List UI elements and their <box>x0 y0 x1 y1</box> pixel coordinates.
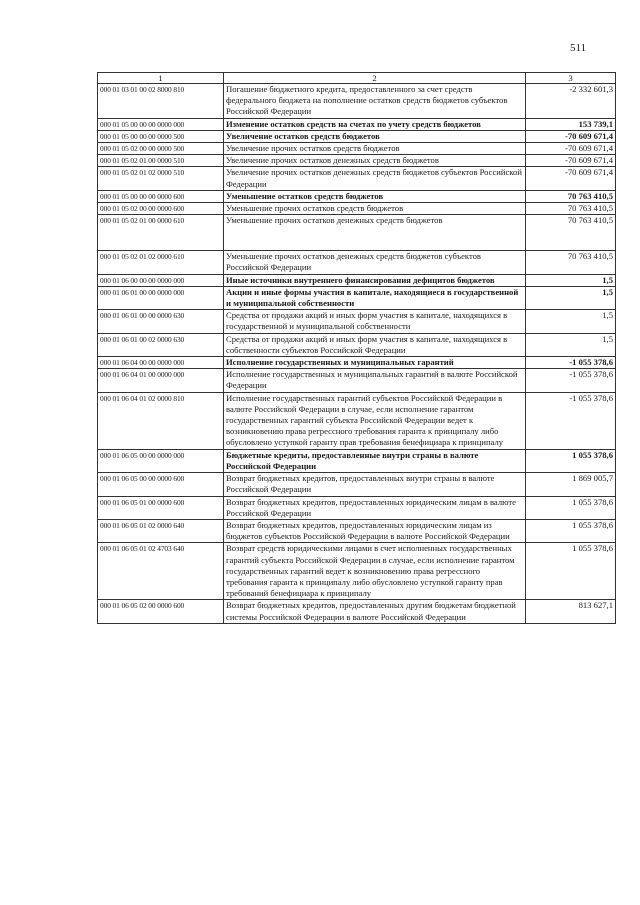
row-name-cell: Уменьшение прочих остатков денежных средств бюджетов <box>224 215 526 251</box>
row-amount-cell: -1 055 378,6 <box>526 369 616 392</box>
row-name-cell: Бюджетные кредиты, предоставленные внутри страны в валюте Российской Федерации <box>224 449 526 472</box>
table-row <box>98 84 616 119</box>
table-row <box>98 310 616 333</box>
budget-sources-table <box>97 72 616 624</box>
row-code-cell: 000 01 06 05 00 00 0000 600 <box>98 473 224 496</box>
page-number: 511 <box>570 42 587 54</box>
table-row <box>98 357 616 369</box>
row-code-cell: 000 01 06 05 02 00 0000 600 <box>98 600 224 623</box>
row-name-cell: Увеличение прочих остатков денежных средств бюджетов <box>224 155 526 167</box>
row-amount-cell: 1 055 378,6 <box>526 543 616 600</box>
table-row <box>98 600 616 623</box>
row-amount-cell: -70 609 671,4 <box>526 143 616 155</box>
row-amount-cell: 70 763 410,5 <box>526 203 616 215</box>
row-amount-cell: 153 739,1 <box>526 118 616 130</box>
column-header-code: 1 <box>98 73 224 84</box>
row-code-cell: 000 01 06 04 01 00 0000 000 <box>98 369 224 392</box>
row-code-cell: 000 01 05 02 01 00 0000 510 <box>98 155 224 167</box>
table-row <box>98 496 616 519</box>
table-header-row <box>98 73 616 84</box>
row-name-cell: Увеличение остатков средств бюджетов <box>224 130 526 142</box>
row-amount-cell: 1 055 378,6 <box>526 449 616 472</box>
row-name-cell: Возврат бюджетных кредитов, предоставленных юридическим лицам в валюте Российской Федерации <box>224 496 526 519</box>
row-name-cell: Увеличение прочих остатков средств бюджетов <box>224 143 526 155</box>
table-row <box>98 203 616 215</box>
row-name-cell: Средства от продажи акций и иных форм участия в капитале, находящихся в собственности субъектов Российской Федерации <box>224 333 526 356</box>
table-row <box>98 274 616 286</box>
row-code-cell: 000 01 05 00 00 00 0000 600 <box>98 190 224 202</box>
row-amount-cell: 1 055 378,6 <box>526 519 616 542</box>
row-name-cell: Исполнение государственных и муниципальных гарантий <box>224 357 526 369</box>
row-code-cell: 000 01 06 04 01 02 0000 810 <box>98 392 224 449</box>
row-name-cell: Уменьшение остатков средств бюджетов <box>224 190 526 202</box>
row-amount-cell: 70 763 410,5 <box>526 190 616 202</box>
row-name-cell: Исполнение государственных гарантий субъектов Российской Федерации в валюте Российской Федерации в случае, если исполнение гарантом государственных гарантий субъекта Российской Федерации ведет к возникновению права регрессного требования гаранта к принципалу либо обусловлено уступкой гаранту прав требования бенефициара к принципалу <box>224 392 526 449</box>
row-amount-cell: 1,5 <box>526 310 616 333</box>
row-code-cell: 000 01 03 01 00 02 8000 810 <box>98 84 224 119</box>
row-amount-cell: 70 763 410,5 <box>526 251 616 274</box>
row-name-cell: Погашение бюджетного кредита, предоставленного за счет средств федерального бюджета на пополнение остатков средств бюджетов субъектов Российской Федерации <box>224 84 526 119</box>
row-code-cell: 000 01 06 01 00 00 0000 630 <box>98 310 224 333</box>
row-name-cell: Изменение остатков средств на счетах по учету средств бюджетов <box>224 118 526 130</box>
table-row <box>98 333 616 356</box>
column-header-amount: 3 <box>526 73 616 84</box>
row-code-cell: 000 01 06 04 00 00 0000 000 <box>98 357 224 369</box>
row-amount-cell: -1 055 378,6 <box>526 357 616 369</box>
row-name-cell: Исполнение государственных и муниципальных гарантий в валюте Российской Федерации <box>224 369 526 392</box>
row-code-cell: 000 01 05 02 00 00 0000 600 <box>98 203 224 215</box>
table-row <box>98 143 616 155</box>
table-row <box>98 118 616 130</box>
table-row <box>98 251 616 274</box>
row-code-cell: 000 01 06 05 01 02 0000 640 <box>98 519 224 542</box>
row-amount-cell: -70 609 671,4 <box>526 155 616 167</box>
table-row <box>98 190 616 202</box>
table-body <box>98 84 616 624</box>
table-row <box>98 519 616 542</box>
row-code-cell: 000 01 05 02 01 02 0000 610 <box>98 251 224 274</box>
table-row <box>98 473 616 496</box>
row-code-cell: 000 01 05 00 00 00 0000 500 <box>98 130 224 142</box>
row-amount-cell: 1,5 <box>526 333 616 356</box>
row-code-cell: 000 01 06 01 00 00 0000 000 <box>98 286 224 309</box>
row-amount-cell: -2 332 601,3 <box>526 84 616 119</box>
table-row <box>98 543 616 600</box>
row-code-cell: 000 01 06 05 00 00 0000 000 <box>98 449 224 472</box>
row-name-cell: Возврат бюджетных кредитов, предоставленных юридическим лицам из бюджетов субъектов Российской Федерации в валюте Российской Федерации <box>224 519 526 542</box>
row-name-cell: Уменьшение прочих остатков средств бюджетов <box>224 203 526 215</box>
column-header-name: 2 <box>224 73 526 84</box>
row-amount-cell: 813 627,1 <box>526 600 616 623</box>
row-name-cell: Возврат средств юридическими лицами в счет исполненных государственных гарантий субъекта Российской Федерации в случае, если исполнение гарантом государственных гарантий ведет к возникновению права регрессного требования гаранта к принципалу либо обусловлено уступкой гаранту прав требований бенефициара к принципалу <box>224 543 526 600</box>
table-row <box>98 286 616 309</box>
table-row <box>98 130 616 142</box>
row-code-cell: 000 01 05 00 00 00 0000 000 <box>98 118 224 130</box>
row-amount-cell: 1 055 378,6 <box>526 496 616 519</box>
row-amount-cell: -1 055 378,6 <box>526 392 616 449</box>
row-name-cell: Средства от продажи акций и иных форм участия в капитале, находящихся в государственной и муниципальной собственности <box>224 310 526 333</box>
row-amount-cell: -70 609 671,4 <box>526 167 616 190</box>
row-name-cell: Уменьшение прочих остатков денежных средств бюджетов субъектов Российской Федерации <box>224 251 526 274</box>
row-code-cell: 000 01 06 00 00 00 0000 000 <box>98 274 224 286</box>
row-code-cell: 000 01 06 01 00 02 0000 630 <box>98 333 224 356</box>
row-name-cell: Акции и иные формы участия в капитале, находящиеся в государственной и муниципальной собственности <box>224 286 526 309</box>
table-row <box>98 215 616 251</box>
row-code-cell: 000 01 05 02 01 02 0000 510 <box>98 167 224 190</box>
row-code-cell: 000 01 05 02 00 00 0000 500 <box>98 143 224 155</box>
row-amount-cell: 1,5 <box>526 274 616 286</box>
row-amount-cell: 1,5 <box>526 286 616 309</box>
row-name-cell: Увеличение прочих остатков денежных средств бюджетов субъектов Российской Федерации <box>224 167 526 190</box>
row-name-cell: Возврат бюджетных кредитов, предоставленных другим бюджетам бюджетной системы Российской Федерации в валюте Российской Федерации <box>224 600 526 623</box>
table-row <box>98 155 616 167</box>
row-amount-cell: -70 609 671,4 <box>526 130 616 142</box>
table-row <box>98 392 616 449</box>
row-amount-cell: 1 869 005,7 <box>526 473 616 496</box>
row-code-cell: 000 01 06 05 01 02 4703 640 <box>98 543 224 600</box>
table-row <box>98 167 616 190</box>
row-code-cell: 000 01 05 02 01 00 0000 610 <box>98 215 224 251</box>
row-name-cell: Иные источники внутреннего финансирования дефицитов бюджетов <box>224 274 526 286</box>
table-row <box>98 449 616 472</box>
row-code-cell: 000 01 06 05 01 00 0000 600 <box>98 496 224 519</box>
row-amount-cell: 70 763 410,5 <box>526 215 616 251</box>
table-row <box>98 369 616 392</box>
row-name-cell: Возврат бюджетных кредитов, предоставленных внутри страны в валюте Российской Федерации <box>224 473 526 496</box>
